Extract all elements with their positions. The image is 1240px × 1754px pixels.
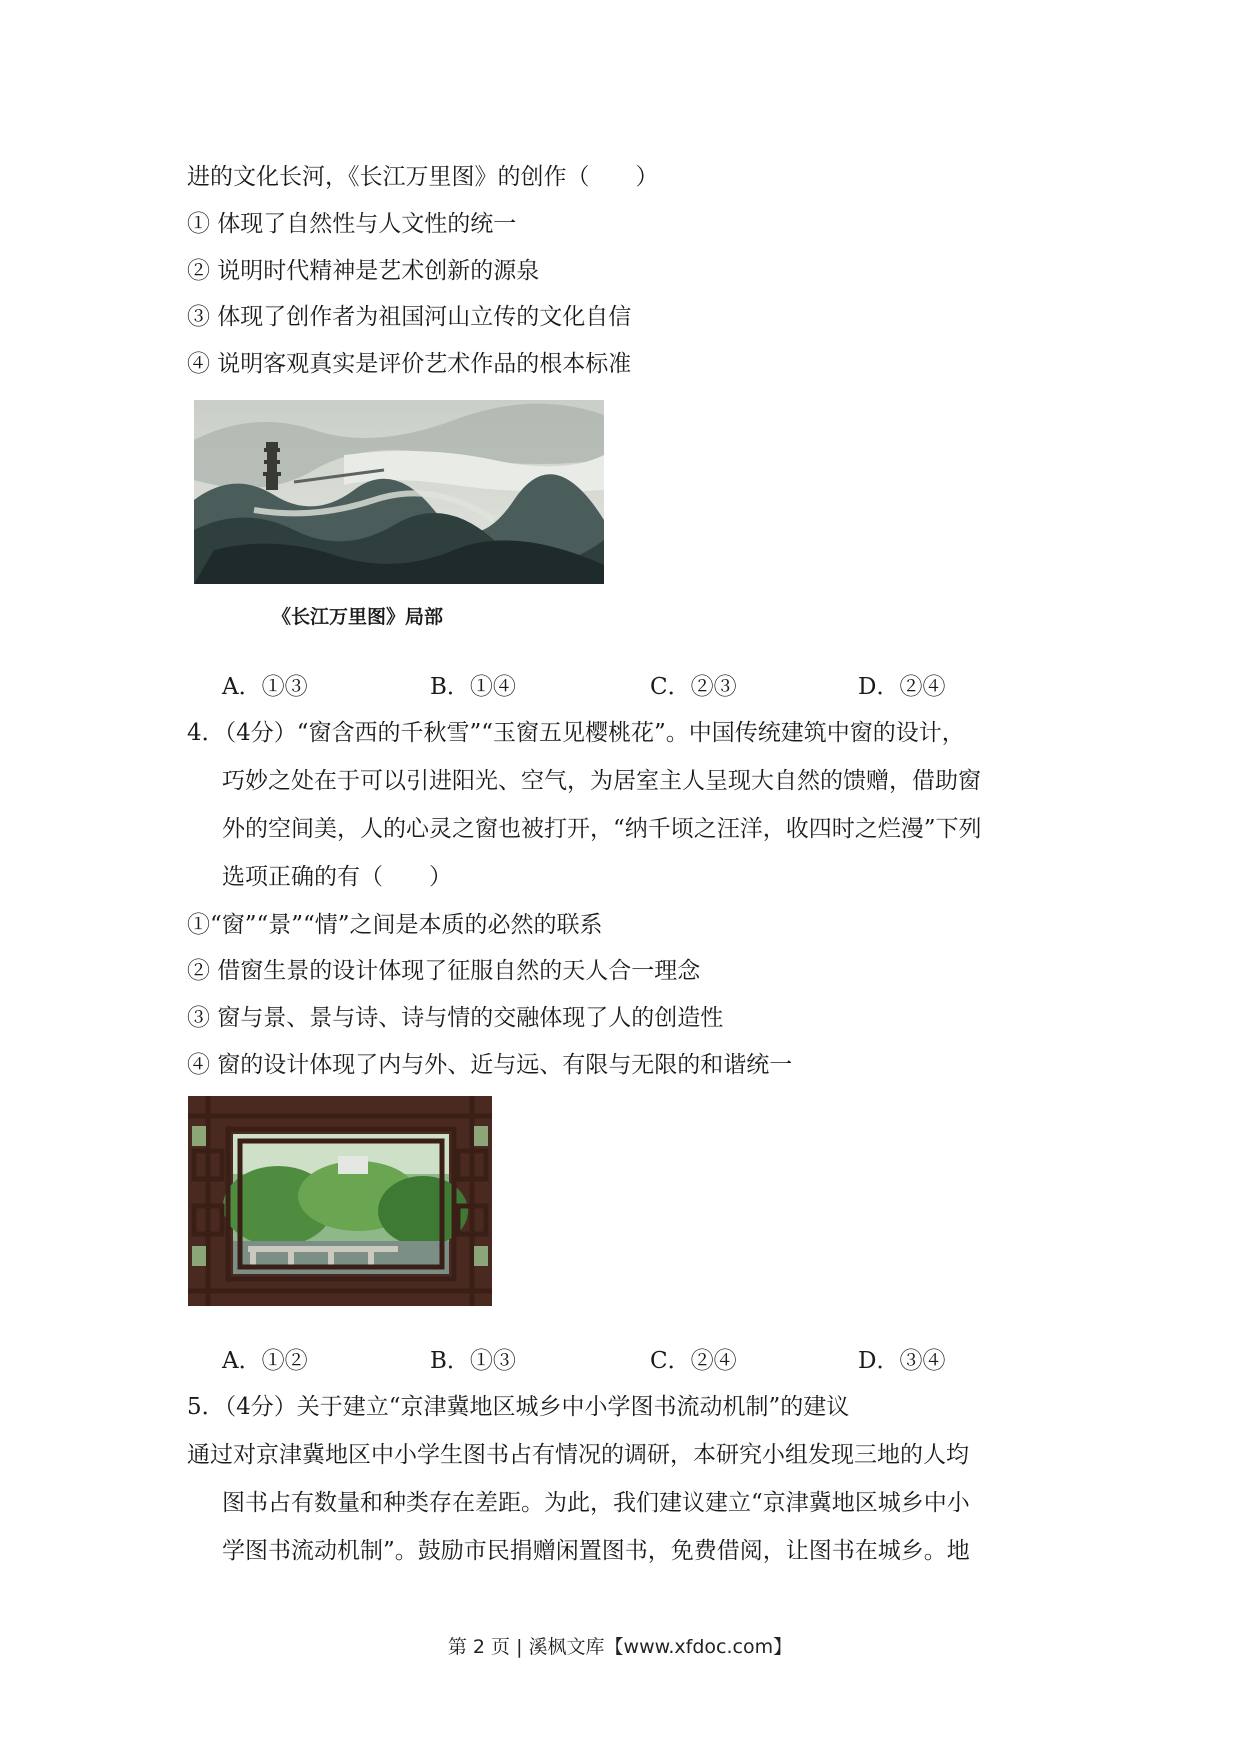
q4-option-d[interactable]: D．③④ [858,1348,946,1374]
page-footer: 第 2 页 | 溪枫文库【www.xfdoc.com】 [447,1636,793,1658]
q4-item-1: ①“窗”“景”“情”之间是本质的必然的联系 [187,912,603,938]
q3-item-3: ③ 体现了创作者为祖国河山立传的文化自信 [187,304,632,330]
q5-stem: 5．（4分）关于建立“京津冀地区城乡中小学图书流动机制”的建议 [187,1394,850,1420]
q4-stem-line-1: 4．（4分）“窗含西的千秋雪”“玉窗五见樱桃花”。中国传统建筑中窗的设计， [187,720,965,746]
q3-stem-tail: 进的文化长河，《长江万里图》的创作（ ） [187,164,659,190]
q3-option-a[interactable]: A．①③ [222,674,308,700]
window-garden-image [188,1096,492,1306]
q3-figure-caption: 《长江万里图》局部 [272,606,444,628]
q3-item-2: ② 说明时代精神是艺术创新的源泉 [187,258,540,284]
q4-option-a[interactable]: A．①② [222,1348,308,1374]
q4-option-b[interactable]: B．①③ [430,1348,516,1374]
q3-item-4: ④ 说明客观真实是评价艺术作品的根本标准 [187,351,632,377]
yangtze-painting-image [194,400,604,584]
q5-body-line-1: 通过对京津冀地区中小学生图书占有情况的调研，本研究小组发现三地的人均 [187,1442,969,1468]
q4-item-3: ③ 窗与景、景与诗、诗与情的交融体现了人的创造性 [187,1005,724,1031]
q4-options [222,1346,982,1376]
q4-stem-line-4: 选项正确的有（ ） [222,864,452,890]
q5-body-line-3: 学图书流动机制”。鼓励市民捐赠闲置图书，免费借阅，让图书在城乡。地 [222,1538,970,1564]
q4-item-2: ② 借窗生景的设计体现了征服自然的天人合一理念 [187,958,701,984]
q3-option-d[interactable]: D．②④ [858,674,946,700]
q5-body-line-2: 图书占有数量和种类存在差距。为此，我们建议建立“京津冀地区城乡中小 [222,1490,970,1516]
q3-item-1: ① 体现了自然性与人文性的统一 [187,211,517,237]
q4-option-c[interactable]: C．②④ [650,1348,737,1374]
q4-stem-line-3: 外的空间美，人的心灵之窗也被打开，“纳千顷之汪洋，收四时之烂漫”下列 [222,816,982,842]
q3-option-c[interactable]: C．②③ [650,674,737,700]
q4-item-4: ④ 窗的设计体现了内与外、近与远、有限与无限的和谐统一 [187,1052,793,1078]
q4-stem-line-2: 巧妙之处在于可以引进阳光、空气，为居室主人呈现大自然的馈赠，借助窗 [222,768,981,794]
q3-option-b[interactable]: B．①④ [430,674,516,700]
q3-options [222,672,982,702]
